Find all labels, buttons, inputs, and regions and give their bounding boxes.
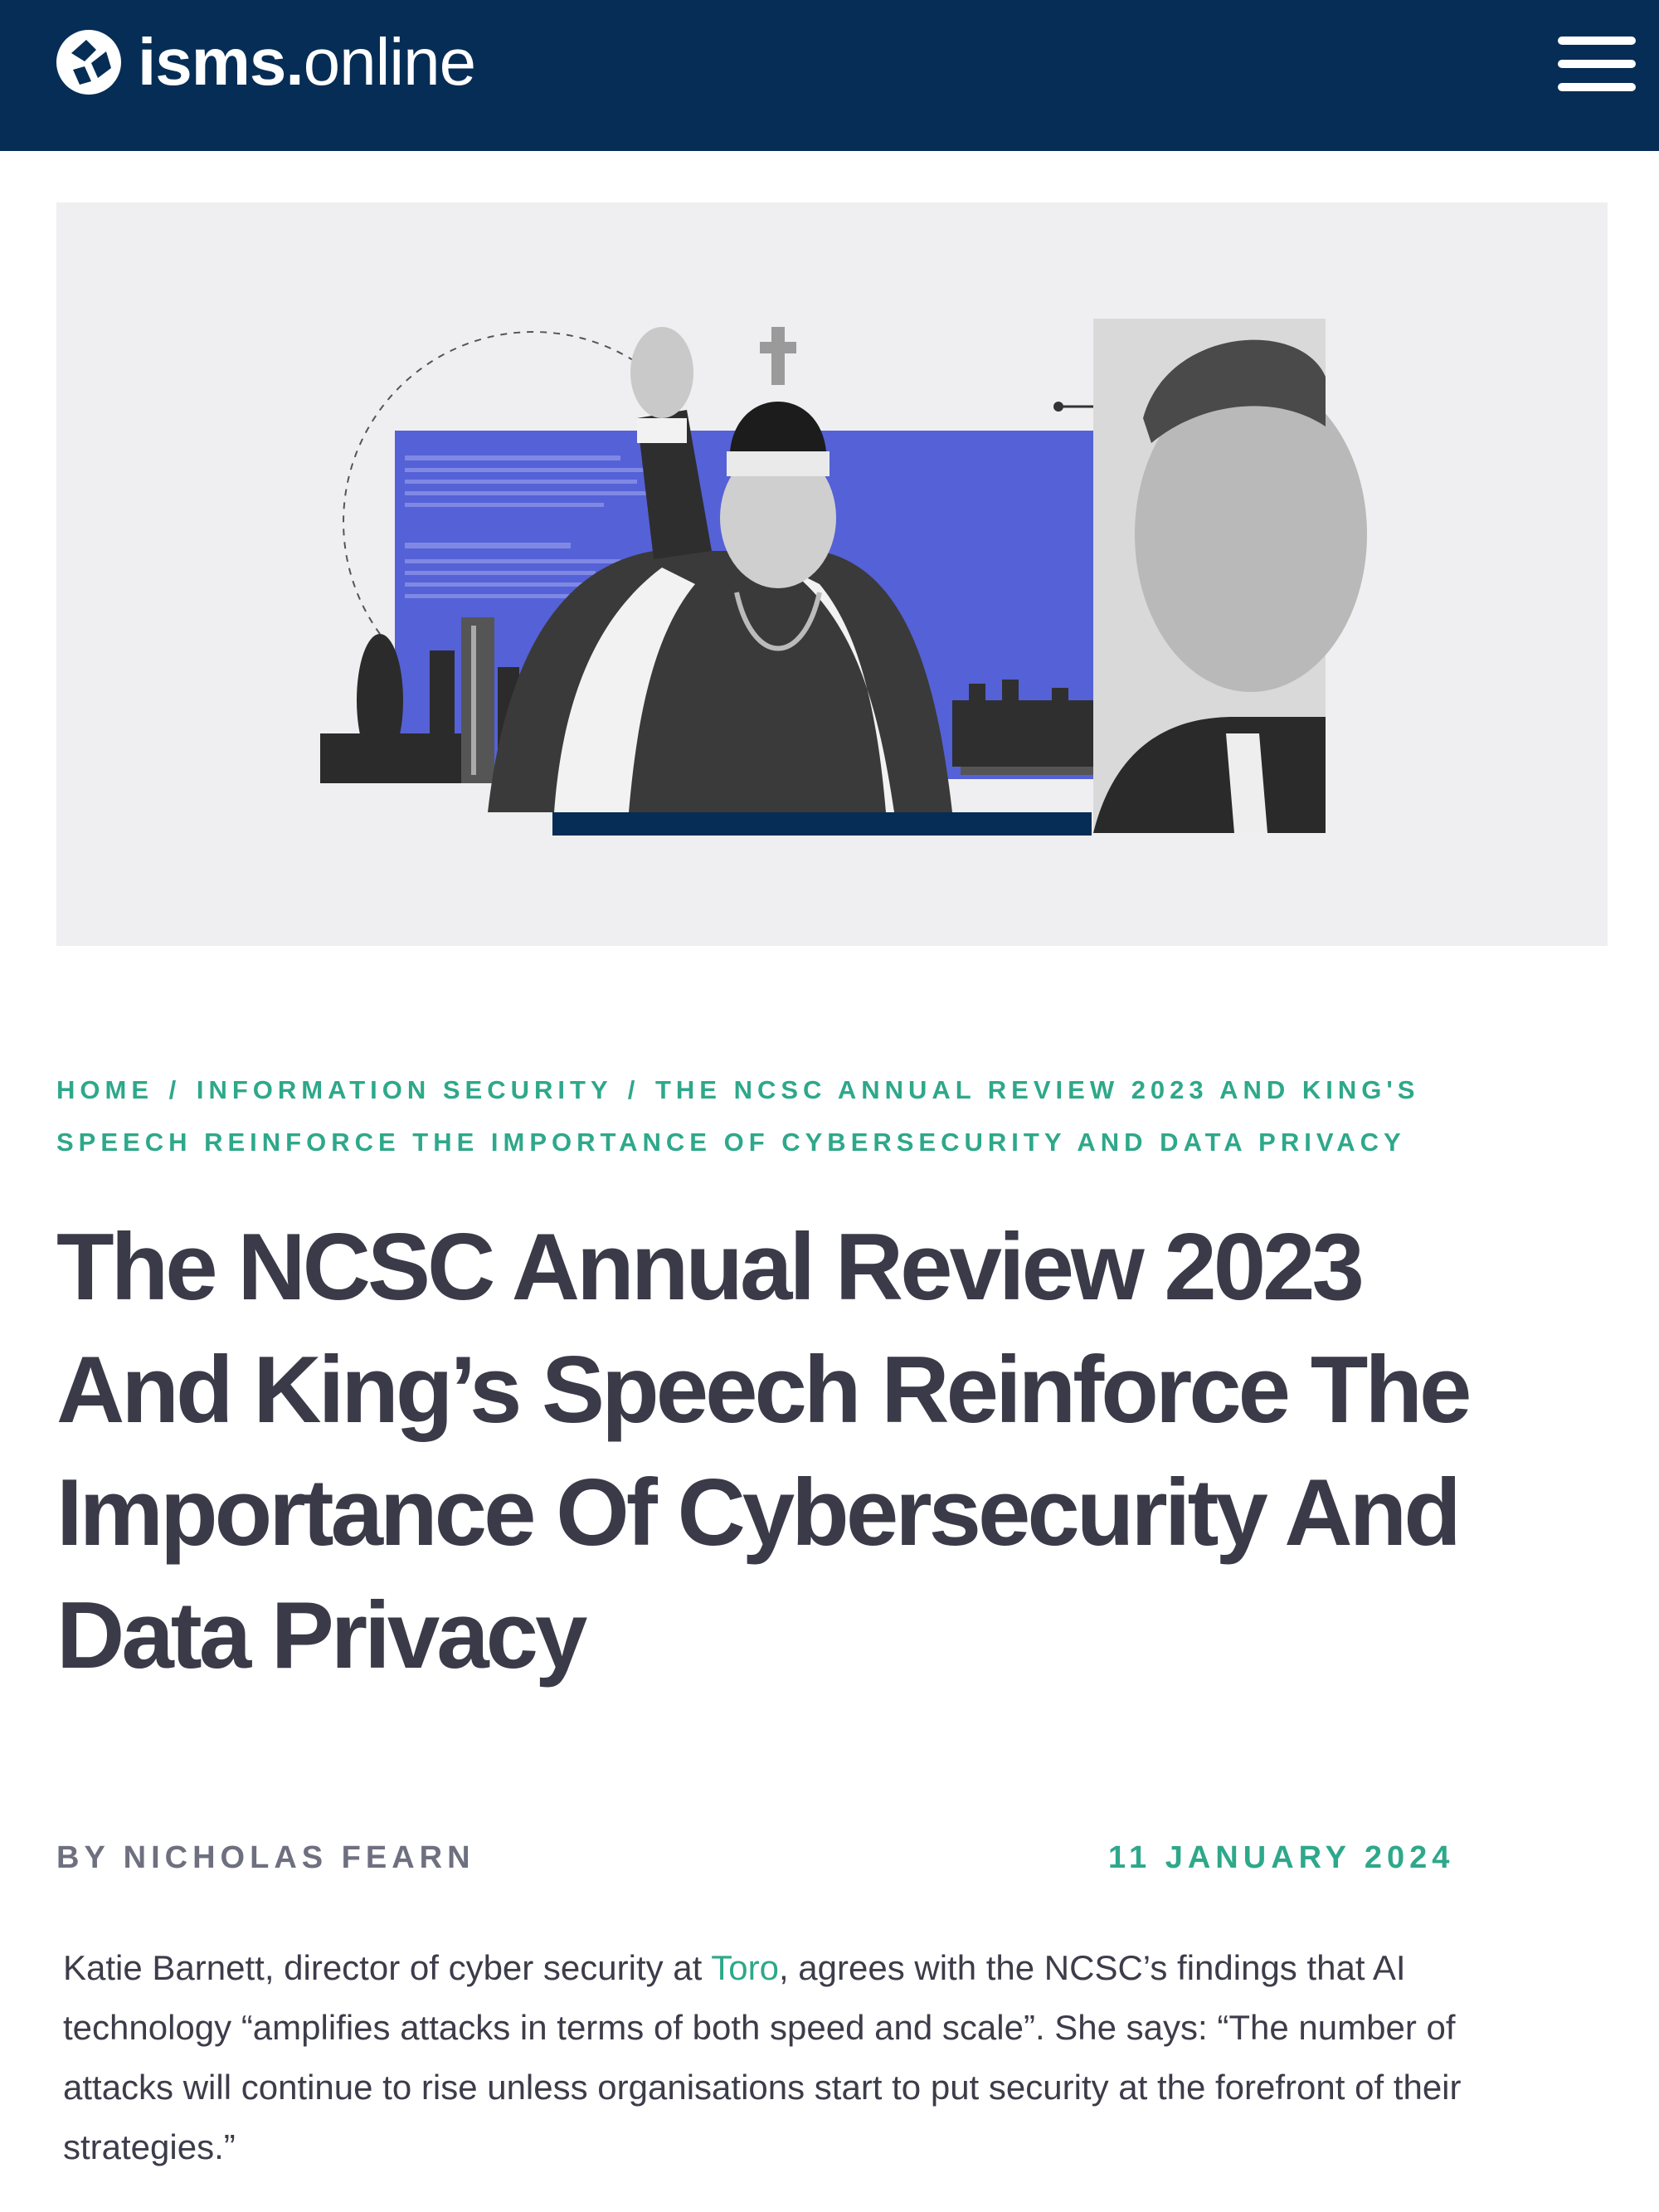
toro-link[interactable]: Toro	[711, 1948, 779, 1987]
navy-base-bar	[552, 812, 1092, 836]
breadcrumb	[56, 1064, 1483, 1168]
hero-collage	[56, 202, 1608, 946]
breadcrumb-information-security[interactable]: INFORMATION SECURITY	[196, 1075, 613, 1104]
article-paragraph	[63, 1938, 1473, 2177]
breadcrumb-home[interactable]: HOME	[56, 1075, 153, 1104]
site-logo[interactable]	[55, 27, 475, 98]
menu-line	[1558, 37, 1636, 45]
breadcrumb-separator: /	[168, 1075, 182, 1104]
logo-text-light: online	[303, 25, 476, 99]
site-header	[0, 0, 1659, 151]
connector-dot	[1053, 402, 1063, 412]
article-title: The NCSC Annual Review 2023 And King’s Speech Reinforce The Importance Of Cybersecurity And Data Privacy	[56, 1215, 1469, 1688]
logo-wordmark	[138, 25, 476, 99]
logo-text-bold: isms.	[138, 25, 304, 99]
isms-logo-icon	[55, 28, 123, 96]
paragraph-text-end: , agrees with the NCSC’s findings that AI technology “amplifies attacks in terms of both speed and scale”. She says: “The number of attacks will continue to rise unless organisations start to put security at the forefront of their strategies.”	[63, 1948, 1462, 2166]
menu-line	[1558, 83, 1636, 91]
paragraph-text-start: Katie Barnett, director of cyber security at	[63, 1948, 712, 1987]
article-author: BY NICHOLAS FEARN	[56, 1840, 475, 1875]
breadcrumb-current-page: THE NCSC ANNUAL REVIEW 2023 AND KING'S SPEECH REINFORCE THE IMPORTANCE OF CYBERSECURITY AND DATA PRIVACY	[56, 1075, 1420, 1157]
menu-line	[1558, 60, 1636, 68]
man-portrait	[1093, 319, 1367, 833]
breadcrumb-separator: /	[627, 1075, 640, 1104]
hamburger-menu-icon[interactable]	[1558, 37, 1636, 91]
hero-image	[56, 202, 1608, 946]
article-date: 11 JANUARY 2024	[1108, 1840, 1455, 1875]
